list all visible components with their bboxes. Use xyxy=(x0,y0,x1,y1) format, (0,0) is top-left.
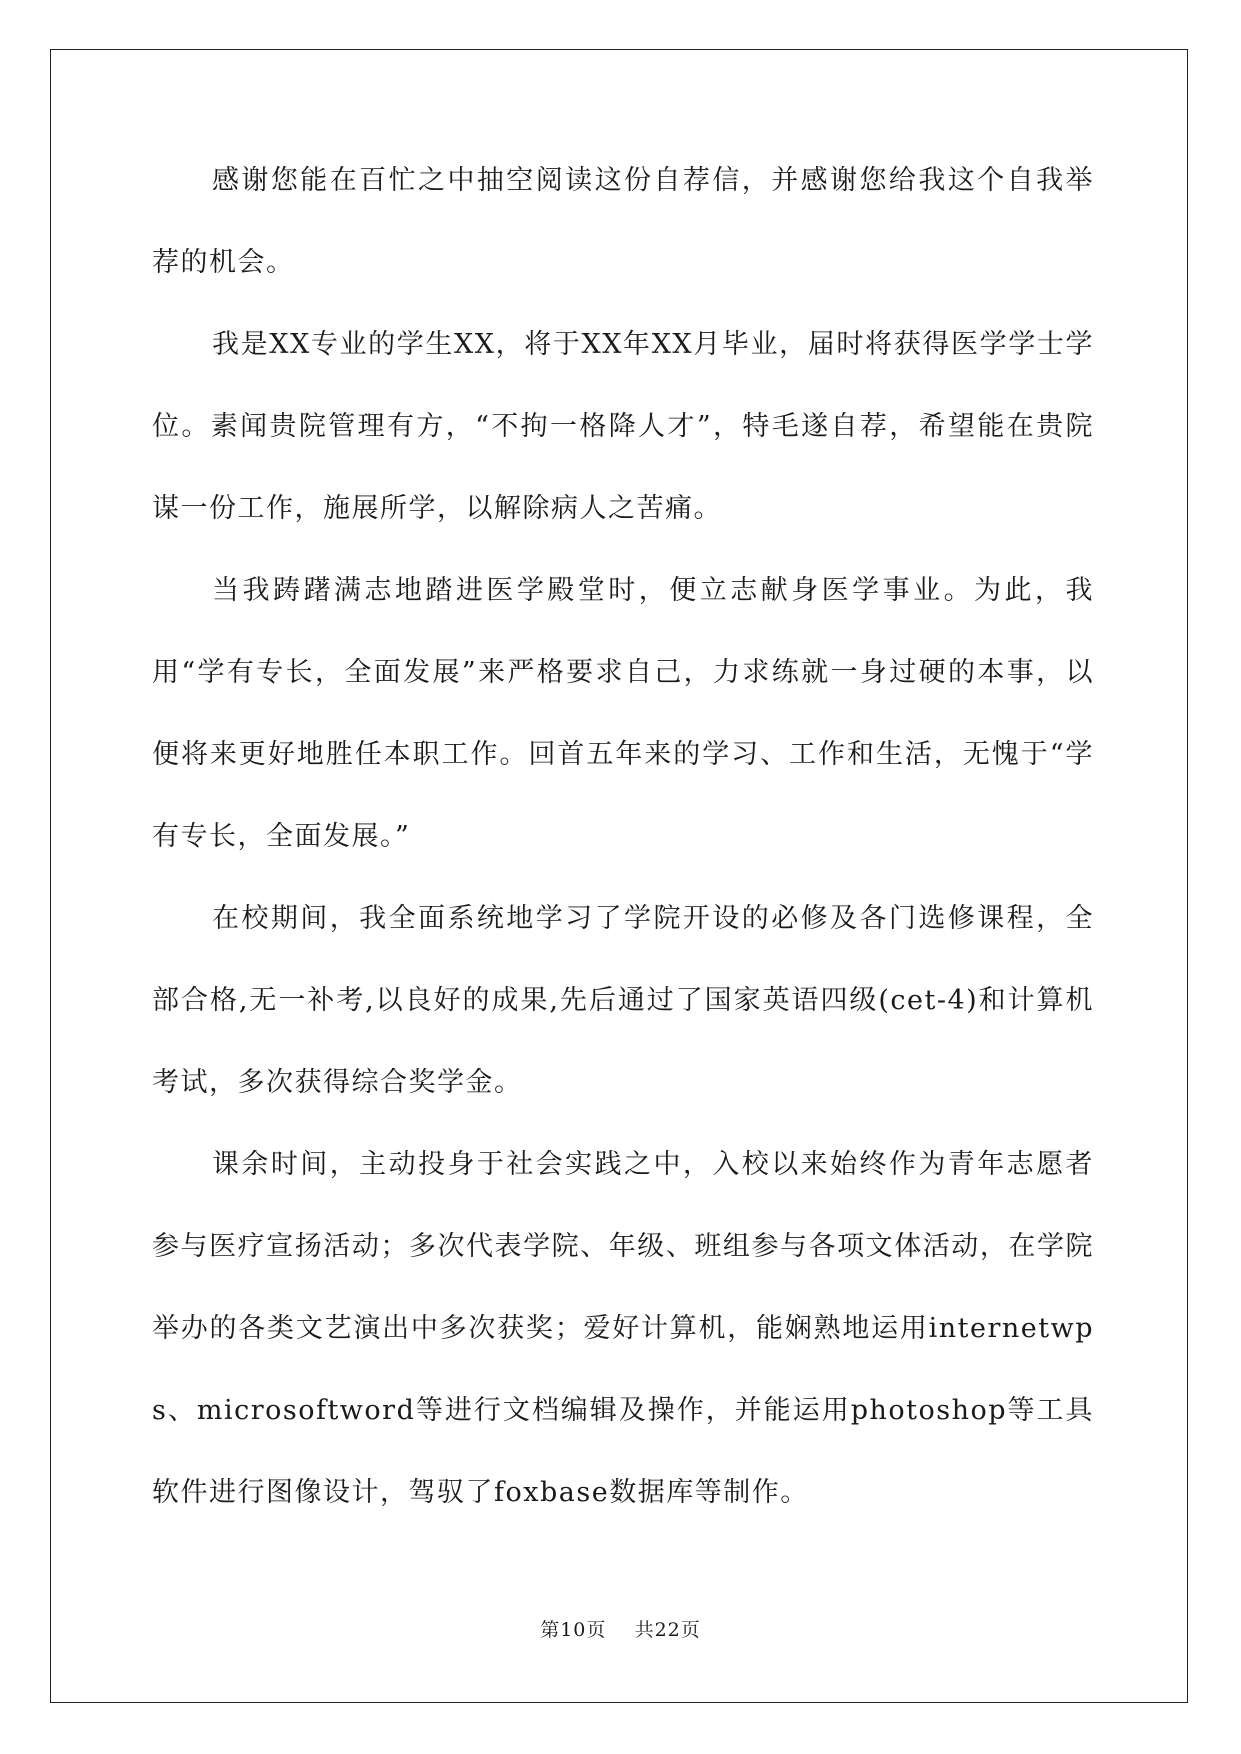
paragraph-5: 课余时间，主动投身于社会实践之中，入校以来始终作为青年志愿者参与医疗宣扬活动；多次代表学院、年级、班组参与各项文体活动，在学院举办的各类文艺演出中多次获奖；爱好计算机，能娴熟地运用internetwps、microsoftword等进行文档编辑及操作，并能运用photoshop等工具软件进行图像设计，驾驭了foxbase数据库等制作。 xyxy=(152,1149,1094,1508)
paragraph-4: 在校期间，我全面系统地学习了学院开设的必修及各门选修课程，全部合格,无一补考,以良好的成果,先后通过了国家英语四级(cet-4)和计算机考试，多次获得综合奖学金。 xyxy=(152,903,1094,1098)
paragraph-2: 我是XX专业的学生XX，将于XX年XX月毕业，届时将获得医学学士学位。素闻贵院管理有方，“不拘一格降人才”，特毛遂自荐，希望能在贵院谋一份工作，施展所学，以解除病人之苦痛。 xyxy=(152,329,1094,524)
page-number: 第10页 xyxy=(540,1619,607,1641)
page-total: 共22页 xyxy=(634,1619,701,1641)
paragraph-1: 感谢您能在百忙之中抽空阅读这份自荐信，并感谢您给我这个自我举荐的机会。 xyxy=(152,165,1094,278)
document-body xyxy=(152,164,1094,1534)
page-footer xyxy=(0,1615,1241,1642)
paragraph-3: 当我踌躇满志地踏进医学殿堂时，便立志献身医学事业。为此，我用“学有专长，全面发展”来严格要求自己，力求练就一身过硬的本事，以便将来更好地胜任本职工作。回首五年来的学习、工作和生活，无愧于“学有专长，全面发展。” xyxy=(152,575,1094,852)
